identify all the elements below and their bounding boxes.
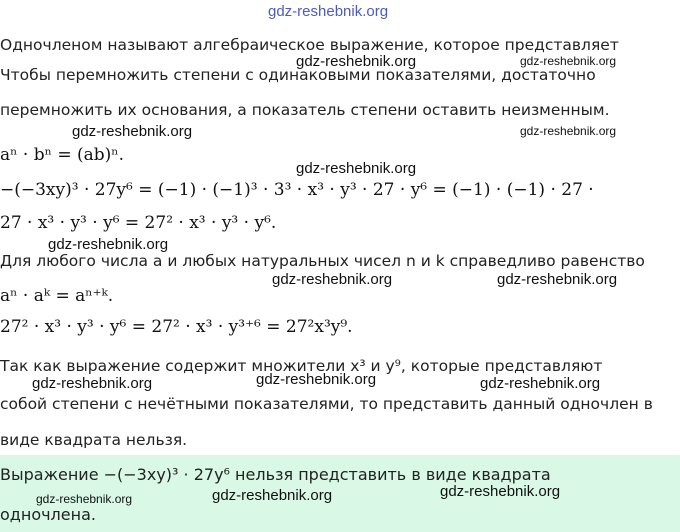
watermark: gdz-reshebnik.org	[296, 53, 417, 70]
watermark: gdz-reshebnik.org	[256, 371, 377, 388]
formula-power-sum: aⁿ · aᵏ = aⁿ⁺ᵏ.	[0, 286, 114, 306]
conclusion-line-2: собой степени с нечётными показателями, то представить данный одночлен в	[0, 395, 653, 413]
rule2-text: Для любого числа a и любых натуральных чисел n и k справедливо равенство	[0, 252, 645, 270]
watermark-small: gdz-reshebnik.org	[520, 54, 617, 68]
watermark: gdz-reshebnik.org	[212, 487, 333, 504]
rule-line-2: перемножить их основания, а показатель степени оставить неизменным.	[0, 101, 610, 119]
formula-power-product	[0, 145, 124, 165]
conclusion-line-3: виде квадрата нельзя.	[0, 431, 188, 449]
calc-line-1: −(−3xy)³ · 27y⁶ = (−1) · (−1)³ · 3³ · x³ · y³ · 27 · y⁶ = (−1) · (−1) · 27 ·	[0, 180, 594, 200]
watermark-small: gdz-reshebnik.org	[36, 492, 133, 506]
answer-line-2: одночлена.	[0, 505, 96, 524]
watermark: gdz-reshebnik.org	[272, 271, 393, 288]
watermark: gdz-reshebnik.org	[296, 160, 417, 177]
watermark: gdz-reshebnik.org	[72, 123, 193, 140]
watermark-top: gdz-reshebnik.org	[268, 3, 389, 20]
rule-line-1: Чтобы перемножить степени с одинаковыми показателями, достаточно	[0, 66, 596, 84]
conclusion-line-1: Так как выражение содержит множители x³ и y⁹, которые представляют	[0, 357, 603, 375]
watermark-small: gdz-reshebnik.org	[520, 124, 617, 138]
watermark: gdz-reshebnik.org	[48, 236, 169, 253]
watermark: gdz-reshebnik.org	[440, 483, 561, 500]
watermark: gdz-reshebnik.org	[497, 271, 618, 288]
watermark: gdz-reshebnik.org	[480, 375, 601, 392]
formula-power-product-text: aⁿ · bⁿ = (ab)ⁿ.	[0, 145, 125, 165]
watermark: gdz-reshebnik.org	[32, 375, 153, 392]
definition-text: Одночленом называют алгебраическое выражение, которое представляет	[0, 36, 619, 54]
answer-line-1: Выражение −(−3xy)³ · 27y⁶ нельзя представить в виде квадрата	[0, 465, 551, 484]
calc-line-2: 27 · x³ · y³ · y⁶ = 27² · x³ · y³ · y⁶.	[0, 213, 277, 233]
calc-line-3: 27² · x³ · y³ · y⁶ = 27² · x³ · y³⁺⁶ = 27²x³y⁹.	[0, 317, 353, 337]
